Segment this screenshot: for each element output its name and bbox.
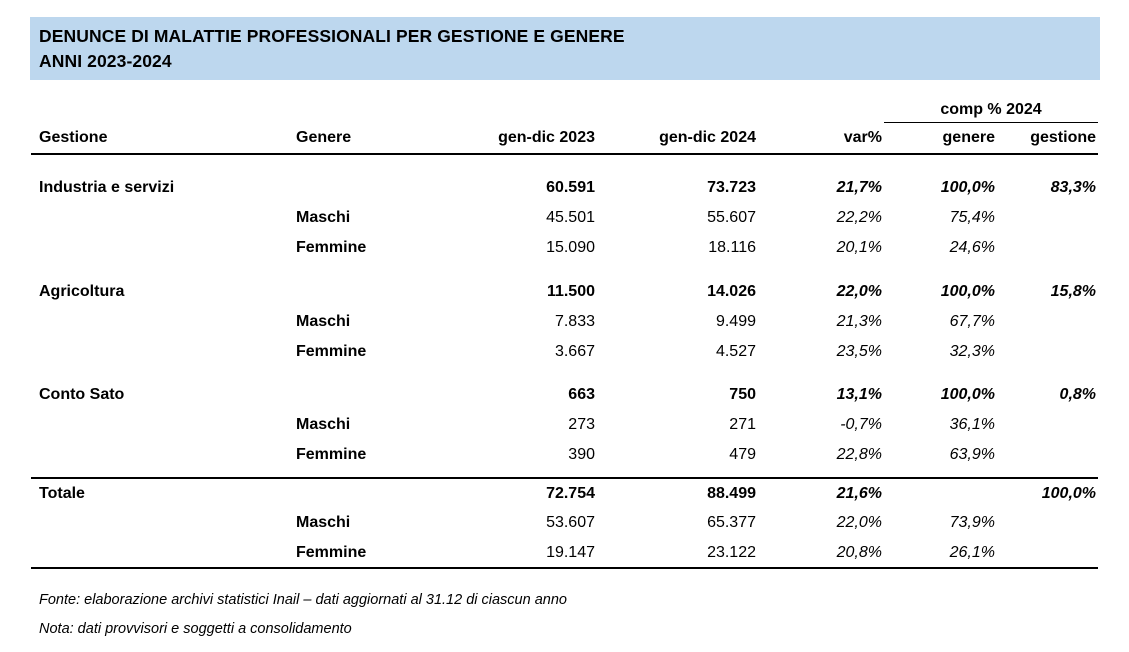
cell-comp-genere: 73,9% bbox=[949, 514, 995, 531]
cell-comp-genere: 26,1% bbox=[884, 538, 997, 568]
cell-var: 22,0% bbox=[836, 283, 882, 300]
cell-comp-genere: 63,9% bbox=[949, 446, 995, 463]
gestione-label: Totale bbox=[31, 478, 290, 508]
cell-y2023: 273 bbox=[568, 416, 595, 433]
cell-var: 23,5% bbox=[836, 343, 882, 360]
cell-var: 21,3% bbox=[836, 313, 882, 330]
cell-comp-gestione: 15,8% bbox=[1050, 283, 1097, 300]
genere-cell-empty bbox=[290, 277, 440, 307]
group-row-totale bbox=[31, 478, 1098, 508]
sub-row-maschi bbox=[31, 203, 1098, 233]
cell-y2024: 9.499 bbox=[715, 313, 756, 330]
genere-label: Femmine bbox=[296, 343, 367, 360]
cell-var: 20,1% bbox=[836, 239, 882, 256]
cell-y2024: 65.377 bbox=[707, 514, 756, 531]
cell-y2023: 7.833 bbox=[554, 313, 595, 330]
column-header-row bbox=[31, 122, 1098, 154]
genere-label: Femmine bbox=[296, 446, 367, 463]
report-title-bar bbox=[30, 17, 1100, 80]
genere-cell-empty bbox=[290, 478, 440, 508]
group-row-conto-sato bbox=[31, 380, 1098, 410]
cell-comp-genere-empty bbox=[884, 478, 997, 508]
cell-y2024: 23.122 bbox=[597, 538, 758, 568]
cell-comp-genere: 32,3% bbox=[949, 343, 995, 360]
cell-y2023: 11.500 bbox=[546, 283, 595, 300]
cell-var: -0,7% bbox=[840, 416, 882, 433]
cell-var: 21,7% bbox=[836, 179, 882, 196]
genere-cell-empty bbox=[290, 173, 440, 203]
cell-comp-genere: 100,0% bbox=[940, 283, 995, 300]
group-row-agricoltura bbox=[31, 277, 1098, 307]
col-header-comp-genere: genere bbox=[884, 122, 997, 154]
cell-var: 20,8% bbox=[758, 538, 884, 568]
cell-y2023: 3.667 bbox=[554, 343, 595, 360]
cell-y2023: 19.147 bbox=[440, 538, 597, 568]
cell-y2023: 72.754 bbox=[440, 478, 597, 508]
cell-comp-gestione: 100,0% bbox=[997, 478, 1098, 508]
col-header-genere: Genere bbox=[290, 122, 440, 154]
cell-comp-gestione: 83,3% bbox=[1050, 179, 1097, 196]
cell-y2023: 390 bbox=[568, 446, 595, 463]
gestione-label: Industria e servizi bbox=[39, 179, 175, 196]
gestione-label: Agricoltura bbox=[39, 283, 125, 300]
cell-y2024: 4.527 bbox=[715, 343, 756, 360]
cell-comp-genere: 67,7% bbox=[949, 313, 995, 330]
cell-comp-gestione: 0,8% bbox=[1059, 386, 1097, 403]
sub-row-femmine bbox=[31, 337, 1098, 367]
footer-notes bbox=[39, 586, 567, 644]
source-note: Fonte: elaborazione archivi statistici Inail – dati aggiornati al 31.12 di ciascun anno bbox=[39, 592, 567, 608]
gestione-label: Conto Sato bbox=[39, 386, 125, 403]
row-spacer bbox=[31, 367, 1098, 380]
col-header-gen-dic-2023: gen-dic 2023 bbox=[440, 122, 597, 154]
cell-comp-genere: 36,1% bbox=[949, 416, 995, 433]
cell-y2024: 88.499 bbox=[597, 478, 758, 508]
cell-y2024: 750 bbox=[729, 386, 756, 403]
col-header-comp-gestione: gestione bbox=[997, 122, 1098, 154]
row-spacer bbox=[31, 470, 1098, 478]
col-header-gen-dic-2024: gen-dic 2024 bbox=[597, 122, 758, 154]
denunce-table bbox=[31, 88, 1098, 569]
cell-y2023: 15.090 bbox=[546, 239, 595, 256]
cell-var: 22,0% bbox=[836, 514, 882, 531]
cell-y2024: 55.607 bbox=[707, 209, 756, 226]
genere-label: Maschi bbox=[296, 209, 351, 226]
sub-row-maschi bbox=[31, 307, 1098, 337]
sub-row-maschi bbox=[31, 508, 1098, 538]
genere-label: Maschi bbox=[296, 313, 351, 330]
sub-row-femmine bbox=[31, 440, 1098, 470]
genere-label: Femmine bbox=[290, 538, 440, 568]
cell-y2024: 18.116 bbox=[708, 239, 756, 256]
cell-var: 13,1% bbox=[836, 386, 882, 403]
cell-comp-genere: 24,6% bbox=[949, 239, 995, 256]
cell-var: 22,8% bbox=[836, 446, 882, 463]
cell-y2024: 479 bbox=[729, 446, 756, 463]
genere-cell-empty bbox=[290, 380, 440, 410]
cell-y2024: 14.026 bbox=[707, 283, 756, 300]
cell-y2023: 60.591 bbox=[546, 179, 595, 196]
cell-comp-genere: 75,4% bbox=[949, 209, 995, 226]
col-header-gestione: Gestione bbox=[31, 122, 290, 154]
row-spacer bbox=[31, 154, 1098, 173]
sub-row-femmine bbox=[31, 233, 1098, 263]
col-header-var-pct: var% bbox=[758, 122, 884, 154]
cell-y2023: 663 bbox=[568, 386, 595, 403]
provisional-note: Nota: dati provvisori e soggetti a consolidamento bbox=[39, 621, 352, 637]
genere-label: Maschi bbox=[296, 416, 351, 433]
comp-2024-span-header: comp % 2024 bbox=[884, 88, 1098, 122]
report-title-line1: DENUNCE DI MALATTIE PROFESSIONALI PER GESTIONE E GENERE bbox=[39, 26, 625, 46]
report-title-line2: ANNI 2023-2024 bbox=[39, 51, 172, 71]
cell-y2023: 45.501 bbox=[546, 209, 595, 226]
cell-var: 21,6% bbox=[758, 478, 884, 508]
comp-span-spacer bbox=[31, 88, 884, 122]
cell-var: 22,2% bbox=[836, 209, 882, 226]
comp-span-header-row bbox=[31, 88, 1098, 122]
cell-comp-genere: 100,0% bbox=[940, 179, 995, 196]
group-row-industria-e-servizi bbox=[31, 173, 1098, 203]
sub-row-femmine bbox=[31, 538, 1098, 568]
genere-label: Femmine bbox=[296, 239, 367, 256]
genere-label: Maschi bbox=[296, 514, 351, 531]
sub-row-maschi bbox=[31, 410, 1098, 440]
row-spacer bbox=[31, 263, 1098, 277]
cell-y2024: 271 bbox=[729, 416, 756, 433]
cell-comp-genere: 100,0% bbox=[940, 386, 995, 403]
cell-y2023: 53.607 bbox=[546, 514, 595, 531]
cell-y2024: 73.723 bbox=[707, 179, 756, 196]
